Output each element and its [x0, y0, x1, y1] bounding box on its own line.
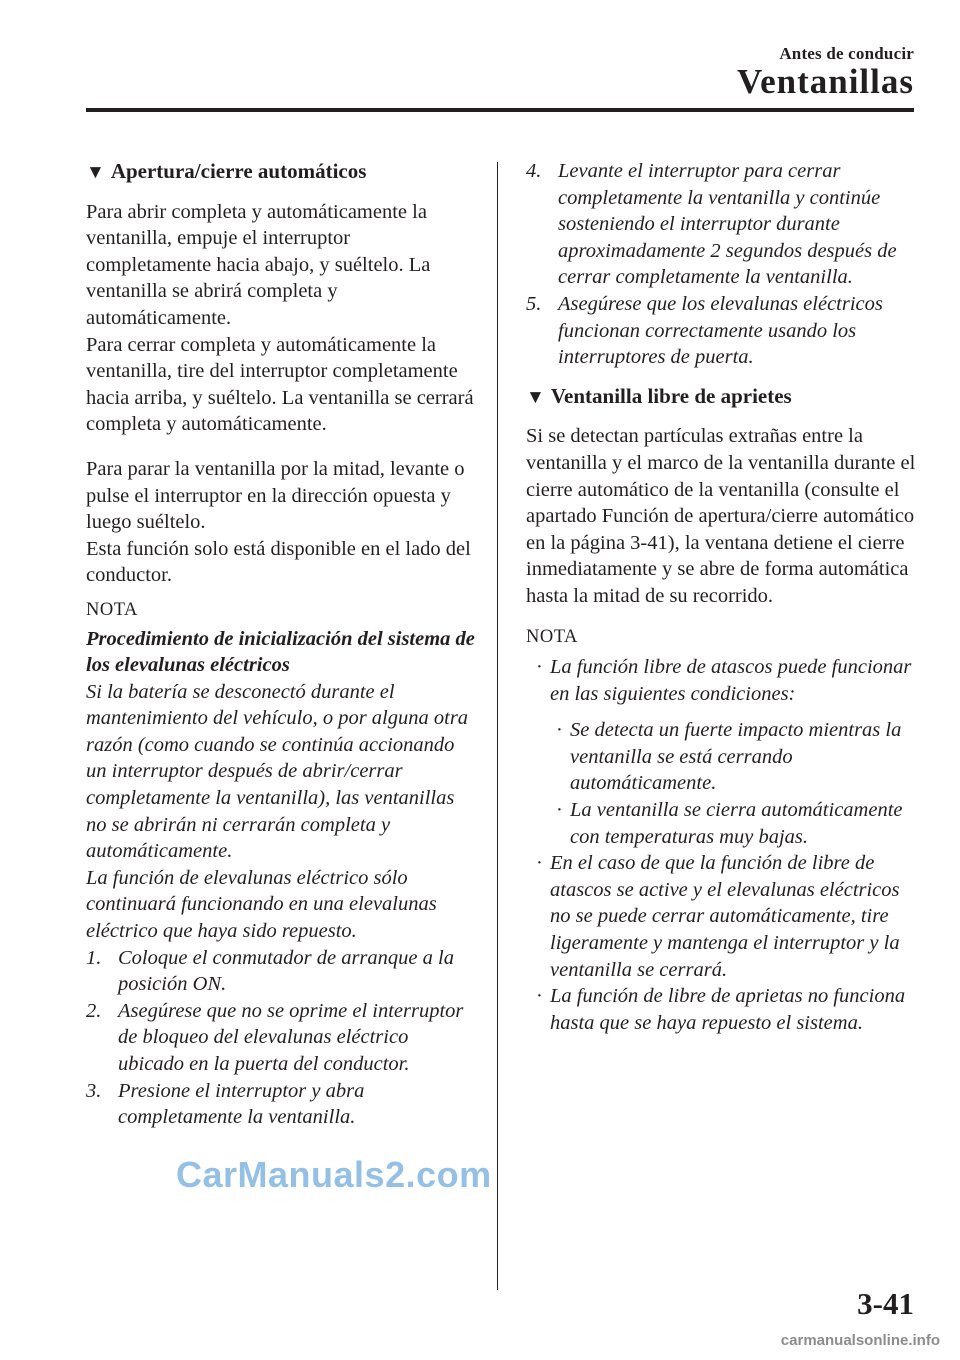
paragraph: Si se detectan partículas extrañas entre la ventanilla y el marco de la ventanilla durante el cierre automático de la ventanilla (consulte el apartado Función de apertura/cierre automático en la página 3-41), la ventana detiene el cierre inmediatamente y se abre de forma automática hasta la mitad de su recorrido.	[526, 425, 916, 607]
list-item: 2. Asegúrese que no se oprime el interruptor de bloqueo del elevalunas eléctrico ubicado en la puerta del conductor.	[86, 999, 464, 1075]
bullet-dot-icon: ·	[536, 985, 543, 1008]
section-heading-anti-pinch: ▼ Ventanilla libre de aprietes	[526, 383, 792, 408]
list-item: 5. Asegúrese que los elevalunas eléctricos funcionan correctamente usando los interruptores de puerta.	[526, 292, 883, 369]
bullet-item: · La ventanilla se cierra automáticamente con temperaturas muy bajas.	[556, 797, 921, 850]
list-item: 4. Levante el interruptor para cerrar completamente la ventanilla y continúe sosteniendo el interruptor durante aproximadamente 2 segundos después de cerrar completamente la ventanilla.	[526, 160, 897, 289]
nota-paragraph: Si la batería se desconectó durante el mantenimiento del vehículo, o por alguna otra razón (como cuando se continúa accionando un interruptor después de abrir/cerrar completamente la ventanilla), las ventanillas no se abrirán ni cerrarán completa y automáticamente.	[86, 680, 469, 863]
paragraph: Para parar la ventanilla por la mitad, levante o pulse el interruptor en la dirección opuesta y luego suéltelo.	[86, 457, 465, 534]
page-title: Ventanillas	[737, 62, 914, 101]
page-number: 3-41	[857, 1286, 914, 1321]
bullet-item: · Se detecta un fuerte impacto mientras la ventanilla se está cerrando automáticamente.	[556, 717, 921, 797]
bullet-dot-icon: ·	[536, 656, 543, 679]
section-heading-auto: ▼ Apertura/cierre automáticos	[86, 159, 367, 183]
header-section: Antes de conducir	[779, 44, 914, 63]
list-item: 3. Presione el interruptor y abra completamente la ventanilla.	[86, 1079, 365, 1129]
nota-title: Procedimiento de inicialización del sistema de los elevalunas eléctricos	[86, 627, 475, 677]
triangle-down-icon: ▼	[86, 162, 105, 183]
bullet-item: · En el caso de que la función de libre de atascos se active y el elevalunas eléctricos no se puede cerrar automáticamente, tire ligeramente y mantenga el interruptor y la ventanilla se cerrará.	[536, 850, 921, 983]
triangle-down-icon: ▼	[526, 386, 545, 408]
bullet-item: · La función de libre de aprietas no funciona hasta que se haya repuesto el sistema.	[536, 983, 921, 1036]
bullet-item: · La función libre de atascos puede funcionar en las siguientes condiciones:	[536, 654, 921, 707]
nota-paragraph: La función de elevalunas eléctrico sólo continuará funcionando en una elevalunas eléctrico que haya sido repuesto.	[86, 866, 437, 943]
right-column	[526, 158, 921, 1036]
column-divider	[497, 162, 498, 1290]
watermark-logo: CarManuals2.com	[176, 1154, 492, 1195]
paragraph: Para abrir completa y automáticamente la ventanilla, empuje el interruptor completamente hacia abajo, y suéltelo. La ventanilla se abrirá completa y automáticamente.	[86, 200, 431, 329]
bullet-dot-icon: ·	[556, 799, 563, 822]
nota-label: NOTA	[526, 626, 578, 647]
paragraph: Esta función solo está disponible en el lado del conductor.	[86, 537, 471, 587]
left-column	[86, 158, 476, 1131]
bullet-dot-icon: ·	[536, 852, 543, 875]
bullet-dot-icon: ·	[556, 719, 563, 742]
nota-label: NOTA	[86, 599, 138, 620]
paragraph: Para cerrar completa y automáticamente la ventanilla, tire del interruptor completamente hacia arriba, y suéltelo. La ventanilla se cerrará completa y automáticamente.	[86, 333, 474, 436]
list-item: 1. Coloque el conmutador de arranque a la posición ON.	[86, 946, 454, 996]
header-rule	[86, 108, 914, 112]
footer-site-link[interactable]: carmanualsonline.info	[780, 1332, 940, 1349]
